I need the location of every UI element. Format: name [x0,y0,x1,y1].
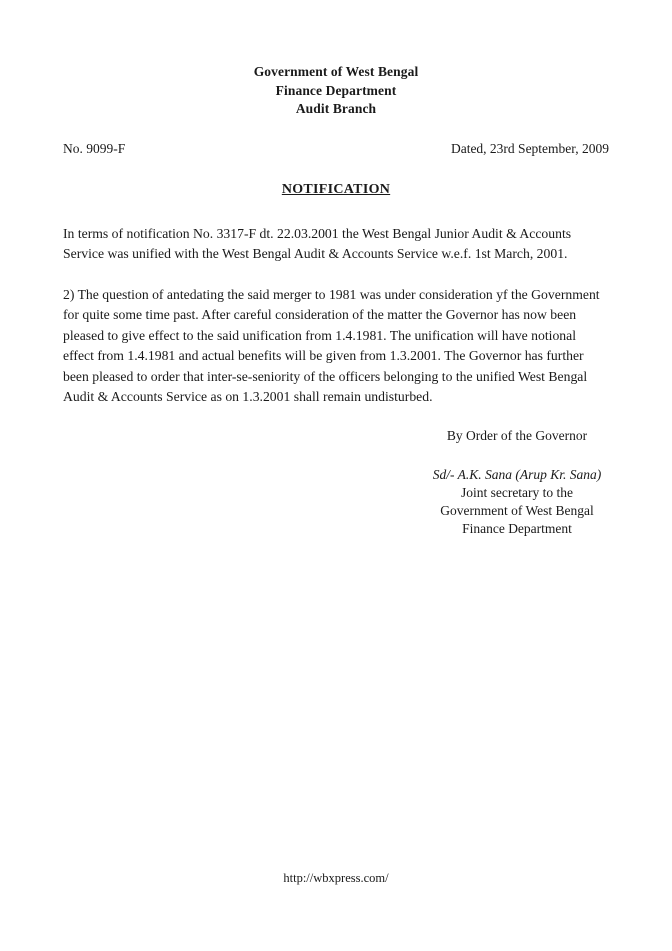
signatory-department: Finance Department [462,520,572,536]
footer-url: http://wbxpress.com/ [283,871,389,885]
letterhead-line-government: Government of West Bengal [253,64,419,79]
document-content [63,0,609,538]
document-title-wrapper [63,180,609,199]
letterhead [63,63,609,119]
footer [0,870,672,886]
letterhead-line-department: Finance Department [275,82,397,98]
paragraph-1: In terms of notification No. 3317-F dt. 22.03.2001 the West Bengal Junior Audit & Accounts Service was unified with the West Bengal Audit & Accounts Service w.e.f. 1st March, 2001. [63,225,572,261]
signatory-name: Sd/- A.K. Sana (Arup Kr. Sana) [432,466,602,482]
signatory-government: Government of West Bengal [440,502,594,518]
notification-date: Dated, 23rd September, 2009 [450,140,609,156]
notification-number: No. 9099-F [63,140,126,156]
signature-block [427,427,607,538]
letterhead-line-branch: Audit Branch [295,101,377,116]
paragraph-2: 2) The question of antedating the said merger to 1981 was under consideration yf the Government for quite some time past. After careful consideration of the matter the Governor has now been pleased to give effect to the said unification from 1.4.1981. The unification will have notional effect from 1.4.1981 and actual benefits will be given from 1.3.2001. The Governor has further been pleased to order that inter-se-seniority of the officers belonging to the unified West Bengal Audit & Accounts Service as on 1.3.2001 shall remain undisturbed. [63,286,600,404]
signatory-designation: Joint secretary to the [460,484,574,500]
by-order-line: By Order of the Governor [446,427,588,443]
reference-row [63,140,609,157]
page-title: NOTIFICATION [281,181,391,197]
